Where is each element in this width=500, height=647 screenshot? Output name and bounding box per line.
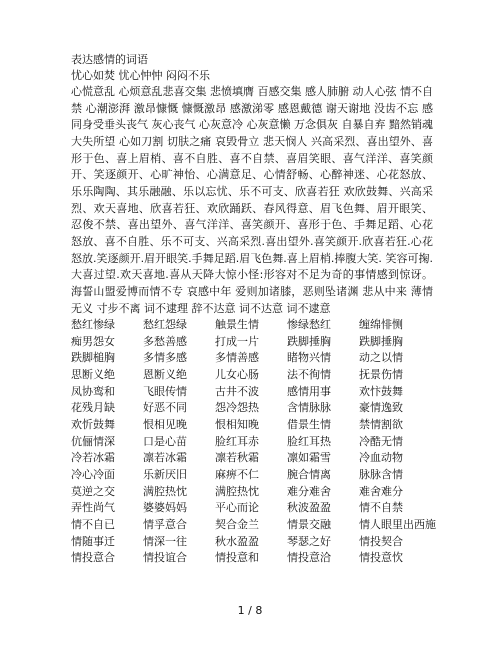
idiom-cell: 情投意忺 — [359, 551, 403, 565]
idiom-cell: 思断义绝 — [71, 368, 115, 382]
idiom-cell: 恨相知晚 — [215, 418, 259, 432]
idiom-cell: 含情脉脉 — [287, 401, 331, 415]
intro-line: 忧心如焚 忧心忡忡 闷闷不乐 — [71, 69, 210, 82]
idiom-cell: 禁情割欲 — [359, 418, 403, 432]
idiom-cell: 法不徇情 — [287, 368, 331, 382]
idiom-list — [71, 317, 436, 567]
idiom-cell: 儿女心肠 — [215, 368, 259, 382]
idiom-row — [71, 484, 433, 501]
idiom-cell: 琴瑟之好 — [287, 534, 331, 548]
idiom-cell: 痴男怨女 — [71, 334, 115, 348]
idiom-cell: 情随事迁 — [71, 534, 115, 548]
idiom-row — [71, 417, 433, 434]
idiom-cell: 情人眼里出西施 — [359, 517, 436, 531]
idiom-cell: 情投意洽 — [287, 551, 331, 565]
idiom-cell: 动之以情 — [359, 351, 403, 365]
idiom-cell: 情深一往 — [143, 534, 187, 548]
idiom-cell: 跌脚槌胸 — [71, 351, 115, 365]
idiom-cell: 凤协鸾和 — [71, 384, 115, 398]
idiom-row — [71, 350, 433, 367]
idiom-cell: 愁红惨绿 — [71, 318, 115, 332]
idiom-cell: 脸红耳热 — [287, 434, 331, 448]
document-title: 表达感情的词语 — [71, 53, 148, 66]
idiom-cell: 睹物兴情 — [287, 351, 331, 365]
idiom-cell: 欢忭鼓舞 — [359, 384, 403, 398]
idiom-cell: 麻痹不仁 — [215, 467, 259, 481]
idiom-row — [71, 450, 433, 467]
idiom-cell: 脉脉含情 — [359, 467, 403, 481]
idiom-row — [71, 550, 433, 567]
idiom-row — [71, 317, 433, 334]
idiom-cell: 平心而论 — [215, 501, 259, 515]
idiom-cell: 愁红怨绿 — [143, 318, 187, 332]
idiom-cell: 惨绿愁红 — [287, 318, 331, 332]
idiom-cell: 难舍难分 — [359, 484, 403, 498]
idiom-cell: 恨相见晚 — [143, 418, 187, 432]
idiom-cell: 跌脚捶胸 — [359, 334, 403, 348]
idiom-row — [71, 467, 433, 484]
idiom-cell: 婆婆妈妈 — [143, 501, 187, 515]
document-body — [71, 52, 436, 567]
idiom-cell: 怨冷怨热 — [215, 401, 259, 415]
idiom-row — [71, 334, 433, 351]
idiom-cell: 难分难舍 — [287, 484, 331, 498]
idiom-cell: 感情用事 — [287, 384, 331, 398]
idiom-cell: 跌脚捶胸 — [287, 334, 331, 348]
idiom-cell: 触景生情 — [215, 318, 259, 332]
idiom-cell: 契合金兰 — [215, 517, 259, 531]
idiom-cell: 恩断义绝 — [143, 368, 187, 382]
idiom-cell: 秋水盈盈 — [215, 534, 259, 548]
idiom-row — [71, 367, 433, 384]
idiom-cell: 凛如霜雪 — [287, 451, 331, 465]
idiom-cell: 情投意和 — [215, 551, 259, 565]
idiom-row — [71, 400, 433, 417]
idiom-cell: 抚景伤情 — [359, 368, 403, 382]
idiom-cell: 冷心冷面 — [71, 467, 115, 481]
idiom-cell: 腕合情离 — [287, 467, 331, 481]
idiom-cell: 情投谊合 — [143, 551, 187, 565]
idiom-cell: 多情善感 — [215, 351, 259, 365]
idiom-cell: 情孚意合 — [143, 517, 187, 531]
idiom-cell: 莫逆之交 — [71, 484, 115, 498]
idiom-cell: 古井不波 — [215, 384, 259, 398]
idiom-cell: 乐新厌旧 — [143, 467, 187, 481]
idiom-cell: 多愁善感 — [143, 334, 187, 348]
idiom-cell: 情投意合 — [71, 551, 115, 565]
idiom-cell: 冷若冰霜 — [71, 451, 115, 465]
idiom-row — [71, 434, 433, 451]
idiom-cell: 情不自禁 — [359, 501, 403, 515]
idiom-cell: 飞眼传情 — [143, 384, 187, 398]
idiom-row — [71, 384, 433, 401]
idiom-cell: 口是心苗 — [143, 434, 187, 448]
page-number: 1 / 8 — [237, 604, 263, 617]
idiom-cell: 花残月缺 — [71, 401, 115, 415]
idiom-row — [71, 517, 436, 534]
idiom-cell: 凛若冰霜 — [143, 451, 187, 465]
idiom-cell: 冷酷无情 — [359, 434, 403, 448]
idiom-paragraph: 心慌意乱 心烦意乱悲喜交集 悲愤填膺 百感交集 感人肺腑 动人心弦 情不自禁 心潮澎湃 激昂慷慨 慷慨激昂 感激涕零 感恩戴德 谢天谢地 没齿不忘 感同身受垂头丧气 灰心丧气 心灰意冷 心灰意懒 万念俱灰 自暴自弃 黯然销魂 大失所望 心如刀割 切肤之痛 哀毁骨立 悲天悯人 兴高采烈、喜出望外、喜形于色、喜上眉梢、喜不自胜、喜不自禁、喜眉笑眼、喜气洋洋、喜笑颜开、笑逐颜开、心旷神怡、心满意足、心情舒畅、心醉神迷、心花怒放、乐乐陶陶、其乐融融、乐以忘忧、乐不可支、欣喜若狂 欢欣鼓舞、兴高采烈、欢天喜地、欣喜若狂、欢欣踊跃、春风得意、眉飞色舞、眉开眼笑、忍俊不禁、喜出望外、喜气洋洋、喜笑颜开、喜形于色、手舞足蹈、心花怒放、喜不自胜、乐不可支、兴高采烈.喜出望外.喜笑颜开.欣喜若狂.心花怒放.笑逐颜开.眉开眼笑.手舞足蹈.眉飞色舞.喜上眉梢.捧腹大笑. 笑容可掬.大喜过望.欢天喜地.喜从天降大惊小怪:形容对不足为奇的事情感到惊讶。 海誓山盟爱博而情不专 哀感中年 爱则加诸膝，恶则坠诸渊 悲从中来 薄情无义 寸步不离 词不逮理 辞不达意 词不达意 词不逮意 — [71, 85, 433, 315]
idiom-cell: 凛若秋霜 — [215, 451, 259, 465]
idiom-cell: 冷血动物 — [359, 451, 403, 465]
idiom-cell: 好恶不同 — [143, 401, 187, 415]
idiom-cell: 缠绵悱恻 — [359, 318, 403, 332]
idiom-cell: 满腔热忱 — [143, 484, 187, 498]
idiom-cell: 情投契合 — [359, 534, 403, 548]
idiom-cell: 伉俪情深 — [71, 434, 115, 448]
idiom-cell: 秋波盈盈 — [287, 501, 331, 515]
idiom-cell: 脸红耳赤 — [215, 434, 259, 448]
idiom-cell: 满腔热忱 — [215, 484, 259, 498]
idiom-cell: 欢忻鼓舞 — [71, 418, 115, 432]
idiom-cell: 借景生情 — [287, 418, 331, 432]
idiom-cell: 打成一片 — [215, 334, 259, 348]
idiom-cell: 情景交融 — [287, 517, 331, 531]
idiom-row — [71, 500, 433, 517]
idiom-cell: 弄性尚气 — [71, 501, 115, 515]
idiom-cell: 多情多感 — [143, 351, 187, 365]
idiom-cell: 豪情逸致 — [359, 401, 403, 415]
idiom-row — [71, 534, 433, 551]
idiom-cell: 情不自已 — [71, 517, 115, 531]
